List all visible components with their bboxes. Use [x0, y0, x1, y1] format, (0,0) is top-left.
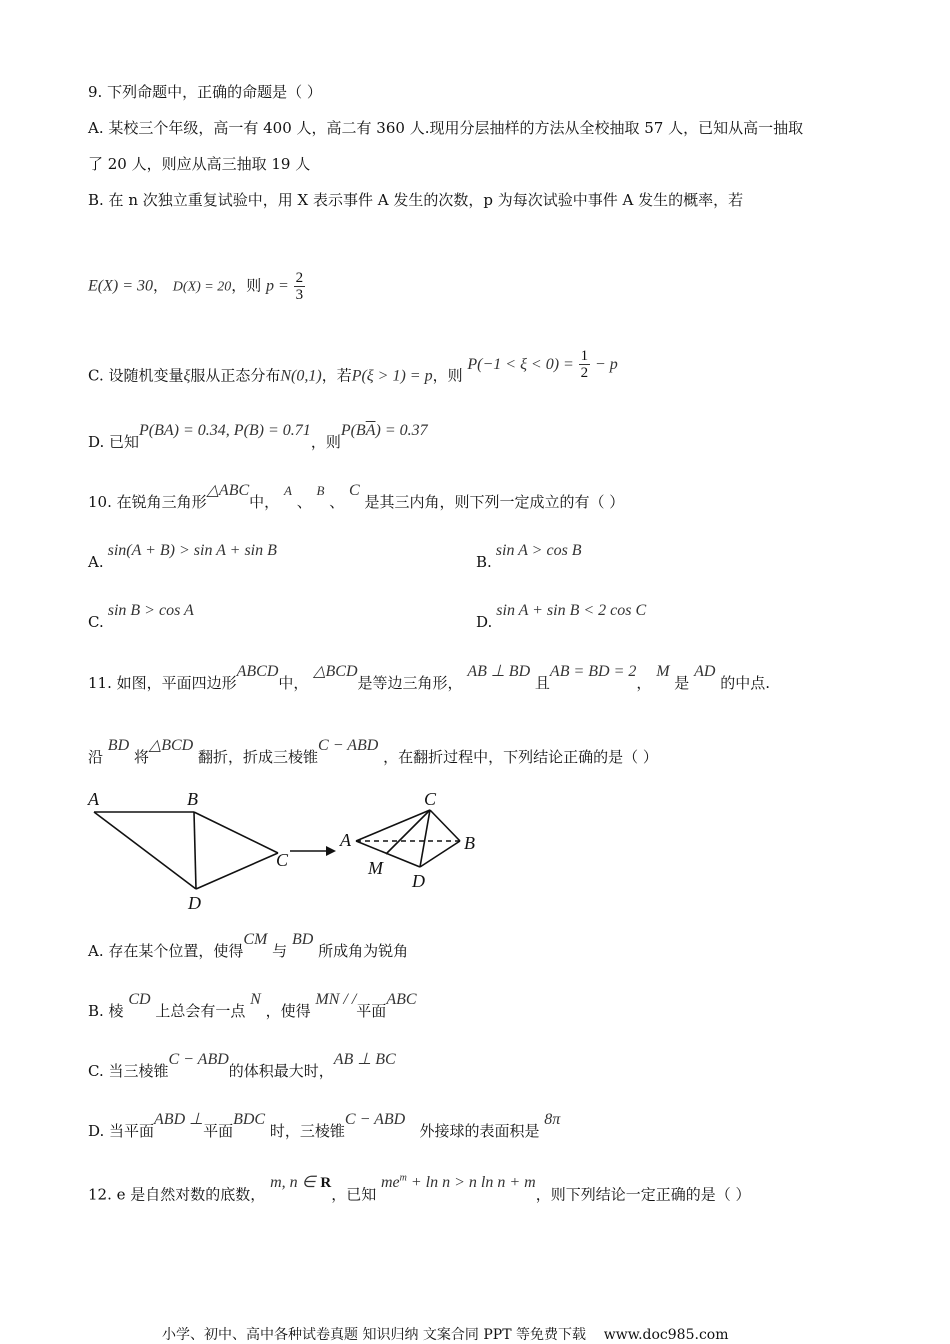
- q11-d-bdc: BDC: [233, 1111, 266, 1128]
- q12-tail: ，则下列结论一定正确的是（ ）: [535, 1185, 751, 1204]
- q9-c-condition: P(ξ > 1) = p: [351, 367, 433, 385]
- q9-c-pre: C. 设随机变量: [88, 366, 184, 385]
- q11-b-pre: B. 棱: [88, 1002, 124, 1020]
- q11-figure: [80, 785, 500, 915]
- q11-shi: 是: [674, 674, 690, 692]
- q11-option-c: [88, 1051, 396, 1082]
- q11-l2-tail: ，在翻折过程中，下列结论正确的是（ ）: [383, 748, 658, 766]
- q9-option-a-line2: 了 20 人，则应从高三抽取 19 人: [88, 155, 311, 173]
- q9-option-a-line1: A. 某校三个年级，高一有 400 人，高二有 360 人.现用分层抽样的方法从全校抽取 57 人，已知从高一抽取: [88, 119, 804, 137]
- q9-b-den: 3: [295, 287, 304, 303]
- fig-label-b-left: B: [187, 789, 198, 809]
- q10-angle-b: B: [316, 483, 325, 498]
- q10-angle-a: A: [283, 483, 292, 498]
- q9-c-xi: ξ: [183, 367, 191, 385]
- q10-option-a: [88, 542, 277, 573]
- q11-bd: BD: [107, 737, 130, 754]
- fig-label-a-left: A: [88, 789, 99, 809]
- q10-d-expr: sin A + sin B < 2 cos C: [496, 602, 647, 619]
- q11-d-plane: 平面: [203, 1122, 234, 1140]
- q11-d-when: 时，三棱锥: [269, 1122, 345, 1140]
- q11-ad: AD: [694, 663, 716, 680]
- q11-eq: AB = BD = 2: [549, 663, 637, 680]
- q12-expression: [381, 1174, 536, 1191]
- q9-option-d: [88, 422, 428, 453]
- page-footer: [162, 1324, 728, 1344]
- q11-perp: AB ⊥ BD: [467, 663, 531, 680]
- q9-b-expectation: E(X) = 30: [88, 277, 153, 295]
- q11-d-mid: 外接球的表面积是: [419, 1122, 540, 1140]
- q9-c-fraction: [579, 348, 591, 381]
- q9-b-num: 2: [295, 270, 304, 286]
- q10-a-expr: sin(A + B) > sin A + sin B: [107, 542, 277, 559]
- q11-zhong: 中，: [278, 674, 309, 692]
- q11-m: M: [656, 663, 670, 680]
- q12-expr-sup: m: [399, 1173, 407, 1184]
- fig-label-a-right: A: [340, 830, 351, 850]
- q11-a-yu: 与: [272, 942, 288, 960]
- q9-c-num: 1: [580, 348, 589, 364]
- q11-d-pre: D. 当平面: [88, 1122, 155, 1140]
- q11-b-mn: MN / /: [315, 991, 357, 1008]
- q9-c-then: ，则: [432, 366, 463, 385]
- q11-b-plane: 平面: [356, 1002, 387, 1020]
- q11-mid: 的中点.: [720, 674, 770, 692]
- fig-label-c-right: C: [424, 789, 437, 809]
- q9-d-result-a: P(B: [340, 422, 366, 439]
- q11-comma: ，: [636, 674, 652, 692]
- q11-is-eq: 是等边三角形，: [357, 674, 463, 692]
- q10-option-d: [476, 602, 647, 633]
- q12-mn: m, n ∈: [270, 1174, 316, 1192]
- q9-d-result-b: ) = 0.37: [375, 422, 428, 439]
- arrow-icon: [290, 846, 336, 856]
- q10-tail: 是其三内角，则下列一定成立的有（ ）: [364, 493, 625, 511]
- q9-d-pre: D. 已知: [88, 433, 140, 451]
- q12-real-set: R: [320, 1175, 332, 1192]
- q11-c-mid: 的体积最大时，: [228, 1062, 334, 1080]
- planar-quadrilateral: [94, 812, 278, 889]
- q11-bcd2: △BCD: [148, 737, 194, 754]
- q10-pre: 10. 在锐角三角形: [88, 493, 207, 511]
- q9-option-c: [88, 348, 618, 393]
- q9-c-mid: 服从正态分布: [190, 366, 281, 385]
- q11-l2-pre: 沿: [88, 748, 104, 766]
- q11-option-a: [88, 931, 409, 962]
- q10-stem: [88, 482, 625, 513]
- q9-stem: 9. 下列命题中，正确的命题是（ ）: [88, 83, 322, 101]
- q10-c-expr: sin B > cos A: [107, 602, 194, 619]
- fig-label-b-right: B: [464, 833, 475, 853]
- q12-pre: 12. e 是自然对数的底数，: [88, 1185, 266, 1204]
- footer-site-link[interactable]: www.doc985.com: [603, 1327, 729, 1343]
- q10-a-label: A.: [88, 553, 104, 571]
- q11-cabd: C − ABD: [318, 737, 379, 754]
- q11-a-bd: BD: [291, 931, 314, 948]
- q11-c-pre: C. 当三棱锥: [88, 1062, 169, 1080]
- q12-known: ，已知: [331, 1185, 377, 1204]
- q9-d-result-abar: $\overline{A}$: [365, 422, 376, 439]
- q10-option-c: [88, 602, 194, 633]
- q9-b-variance: D(X) = 20: [172, 279, 232, 295]
- q12-stem: [88, 1173, 751, 1205]
- q10-angle-c: C: [349, 482, 360, 499]
- q10-triangle: △ABC: [206, 482, 250, 499]
- q9-option-b-line1: B. 在 n 次独立重复试验中，用 X 表示事件 A 发生的次数，p 为每次试验中事件 A 发生的概率，若: [88, 191, 744, 209]
- q11-jiang: 将: [133, 748, 149, 766]
- q9-d-given: P(BA) = 0.34, P(B) = 0.71: [139, 422, 311, 439]
- q10-b-label: B.: [476, 553, 492, 571]
- q10-d-label: D.: [476, 613, 493, 631]
- q11-b-cd: CD: [128, 991, 151, 1008]
- q9-c-den: 2: [580, 365, 589, 381]
- q9-b-comma: ，: [153, 276, 169, 295]
- fig-label-d-right: D: [412, 871, 425, 891]
- fig-label-m-right: M: [368, 858, 383, 878]
- q10-zhong: 中，: [249, 493, 280, 511]
- q11-a-cm: CM: [243, 931, 268, 948]
- q9-b-p: p =: [266, 277, 289, 295]
- q12-expr-b: + ln n > n ln n + m: [406, 1174, 536, 1192]
- q9-c-if: ，若: [321, 366, 352, 385]
- q10-sep2: 、: [329, 493, 345, 511]
- q11-option-d: [88, 1111, 561, 1142]
- q9-d-result: [341, 422, 428, 439]
- q11-bcd: △BCD: [313, 663, 358, 680]
- q10-sep1: 、: [296, 493, 312, 511]
- q9-d-then: ，则: [310, 433, 341, 451]
- q11-b-shi: ，使得: [265, 1002, 311, 1020]
- q9-b-then: ，则: [231, 276, 262, 295]
- q11-option-b: [88, 991, 417, 1022]
- q11-stem-line1: [88, 663, 770, 694]
- fig-label-c-left: C: [276, 850, 289, 870]
- q10-b-expr: sin A > cos B: [495, 542, 582, 559]
- q11-c-cabd: C − ABD: [168, 1051, 229, 1068]
- q11-abcd: ABCD: [236, 663, 279, 680]
- q11-a-tail: 所成角为锐角: [318, 942, 409, 960]
- footer-text: 小学、初中、高中各种试卷真题 知识归纳 文案合同 PPT 等免费下载: [162, 1327, 586, 1343]
- q11-d-res: 8π: [544, 1111, 561, 1128]
- q11-pre: 11. 如图，平面四边形: [88, 674, 237, 692]
- q11-b-n: N: [250, 991, 261, 1008]
- q11-d-cabd: C − ABD: [344, 1111, 406, 1128]
- q11-a-pre: A. 存在某个位置，使得: [88, 942, 244, 960]
- q11-d-abd: ABD ⊥: [154, 1111, 204, 1128]
- q11-b-abc: ABC: [386, 991, 417, 1008]
- q10-c-label: C.: [88, 613, 104, 631]
- q9-c-normal: N(0,1): [280, 367, 322, 385]
- fig-label-d-left: D: [188, 893, 201, 913]
- q11-and: 且: [534, 674, 550, 692]
- q9-option-b-line2: [88, 270, 305, 303]
- q11-stem-line2: [88, 737, 658, 768]
- q9-c-result: P(−1 < ξ < 0) =: [467, 355, 574, 373]
- q11-b-mid: 上总会有一点: [155, 1002, 246, 1020]
- q11-fold: 翻折，折成三棱锥: [198, 748, 319, 766]
- q11-c-res: AB ⊥ BC: [333, 1051, 396, 1068]
- q12-expr-a: me: [380, 1174, 400, 1192]
- q9-b-fraction: [294, 270, 306, 303]
- q9-c-tail: − p: [594, 355, 618, 373]
- q10-option-b: [476, 542, 582, 573]
